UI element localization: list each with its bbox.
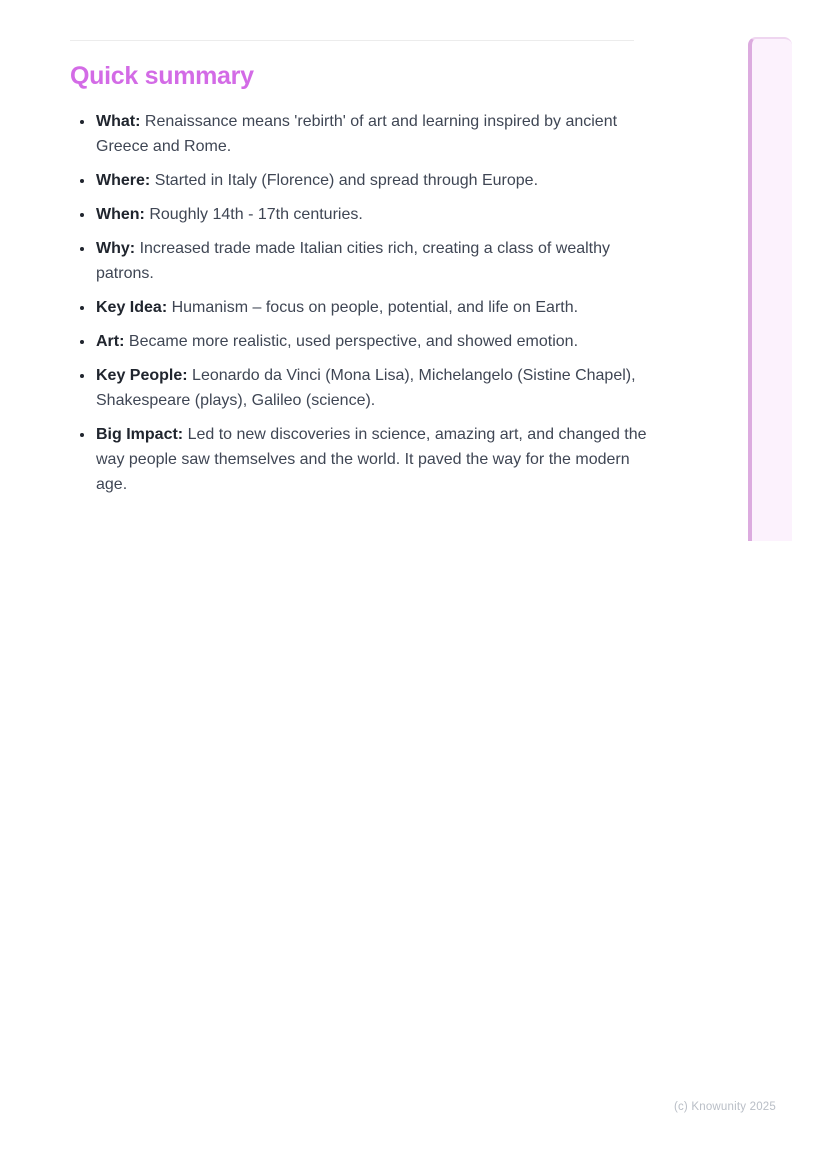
item-text: Roughly 14th - 17th centuries.: [149, 206, 363, 223]
item-label: Where:: [96, 172, 151, 189]
item-text: Renaissance means 'rebirth' of art and learning inspired by ancient Greece and Rome.: [96, 113, 618, 155]
list-item: [95, 363, 661, 413]
list-item: [95, 168, 661, 193]
item-text: Leonardo da Vinci (Mona Lisa), Michelangelo (Sistine Chapel), Shakespeare (plays), Galileo (science).: [96, 367, 636, 409]
footer-copyright: (c) Knowunity 2025: [673, 1101, 776, 1113]
item-text: Led to new discoveries in science, amazing art, and changed the way people saw themselves and the world. It paved the way for the modern age.: [96, 426, 647, 493]
list-item: [95, 329, 661, 354]
list-item: [95, 236, 661, 286]
item-label: What:: [96, 113, 141, 130]
item-label: Why:: [96, 240, 136, 257]
item-label: Art:: [96, 333, 125, 350]
summary-list: [70, 109, 661, 506]
item-text: Increased trade made Italian cities rich, creating a class of wealthy patrons.: [96, 240, 611, 282]
item-label: Big Impact:: [96, 426, 184, 443]
item-text: Started in Italy (Florence) and spread through Europe.: [154, 172, 539, 189]
list-item: [95, 295, 661, 320]
section-heading: Quick summary: [70, 62, 254, 90]
item-text: Became more realistic, used perspective, and showed emotion.: [128, 333, 579, 350]
list-item: [95, 109, 661, 159]
section-divider: [70, 40, 634, 41]
item-label: Key Idea:: [96, 299, 168, 316]
list-item: [95, 202, 661, 227]
item-label: Key People:: [96, 367, 188, 384]
item-label: When:: [96, 206, 145, 223]
next-card-edge: [748, 37, 792, 541]
list-item: [95, 422, 661, 497]
item-text: Humanism – focus on people, potential, and life on Earth.: [171, 299, 579, 316]
